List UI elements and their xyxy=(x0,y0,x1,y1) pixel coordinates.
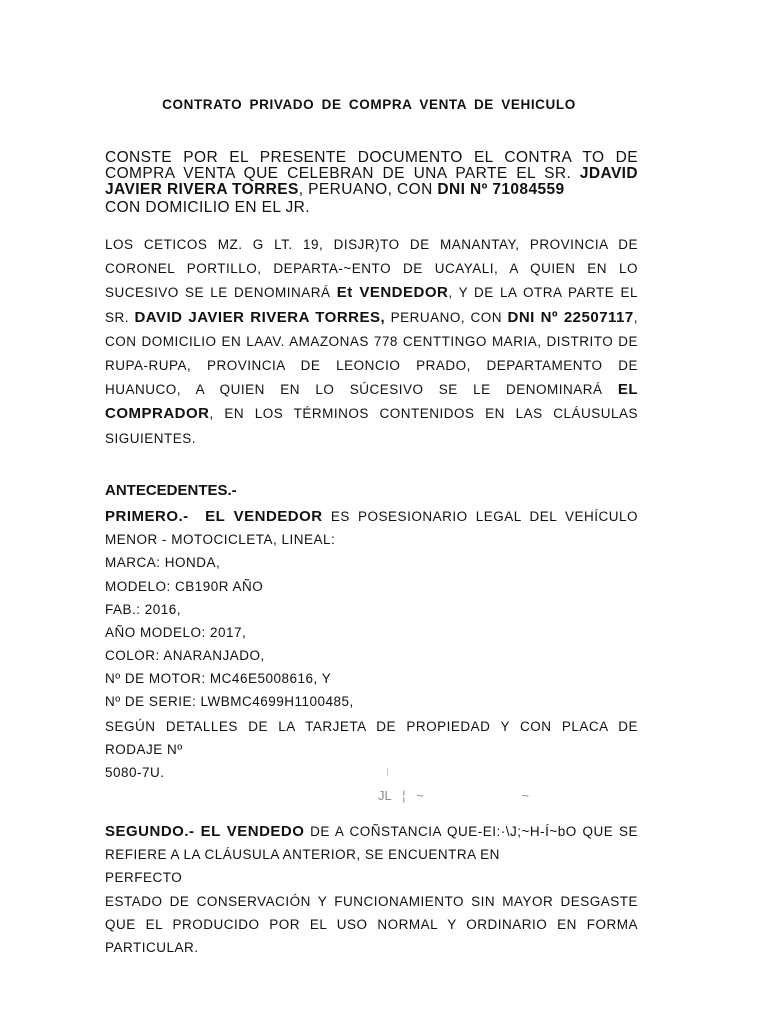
perfecto-line: PERFECTO xyxy=(105,870,183,885)
antecedentes-heading: ANTECEDENTES.- xyxy=(105,482,237,499)
vehicle-brand: MARCA: HONDA, xyxy=(105,555,221,570)
scan-artifacts: JL ¦ ~ ~ xyxy=(378,788,529,803)
intro-domicile: CON DOMICILIO EN EL JR. xyxy=(105,199,310,216)
segundo-text: DE A COÑSTANCIA QUE-EI:·\J;~H-Í~bO QUE SE REFIERE A LA CLÁUSULA ANTERIOR, SE ENCUENTRA EN xyxy=(105,824,638,862)
body-text-3: PERUANO, CON xyxy=(385,309,508,325)
license-plate: 5080-7U. xyxy=(105,765,165,780)
buyer-dni: DNI Nº 22507117 xyxy=(507,308,634,326)
seller-dni: DNI Nº 71084559 xyxy=(437,181,565,198)
vehicle-color: COLOR: ANARANJADO, xyxy=(105,648,265,663)
body-text-2: , Y DE LA OTRA PARTE EL SR. xyxy=(105,285,638,325)
body-text-4: , CON DOMICILIO EN LAAV. AMAZONAS 778 CENTTINGO MARIA, DISTRITO DE RUPA-RUPA, PROVINCIA DE LEONCIO PRADO, DEPARTAMENTO DE HUANUCO, A QUIEN EN LO SÚCESIVO SE LE DENOMINARÁ xyxy=(105,309,639,398)
primero-label: PRIMERO.- xyxy=(105,508,189,525)
vehicle-serial: Nº DE SERIE: LWBMC4699H1100485, xyxy=(105,694,354,709)
segun-paragraph: SEGÚN DETALLES DE LA TARJETA DE PROPIEDAD Y CON PLACA DE RODAJE Nº xyxy=(105,719,638,757)
scan-speck xyxy=(387,768,388,776)
intro-paragraph xyxy=(105,150,638,216)
buyer-name: DAVID JAVIER RIVERA TORRES, xyxy=(134,308,386,326)
vendedor-term: Et VENDEDOR xyxy=(336,284,449,302)
seller-name: JDAVID JAVIER RIVERA TORRES xyxy=(105,165,638,198)
segundo-clause xyxy=(105,820,638,866)
segundo-label: SEGUNDO.- EL VENDEDO xyxy=(105,823,305,840)
comprador-term: EL COMPRADOR xyxy=(105,381,638,423)
body-text-5: , EN LOS TÉRMINOS CONTENIDOS EN LAS CLÁUSULAS SIGUIENTES. xyxy=(105,406,638,446)
parties-paragraph xyxy=(105,233,638,451)
document-title: CONTRATO PRIVADO DE COMPRA VENTA DE VEHICULO xyxy=(162,97,576,112)
vehicle-motor: Nº DE MOTOR: MC46E5008616, Y xyxy=(105,671,332,686)
vehicle-fab-year: FAB.: 2016, xyxy=(105,602,182,617)
primero-clause xyxy=(105,505,638,551)
primero-text: ES POSESIONARIO LEGAL DEL VEHÍCULO MENOR - MOTOCICLETA, LINEAL: xyxy=(105,509,638,547)
body-text-1: LOS CETICOS MZ. G LT. 19, DISJR)TO DE MANANTAY, PROVINCIA DE CORONEL PORTILLO, DEPARTA-~ENTO DE UCAYALI, A QUIEN EN LO SUCESIVO SE LE DENOMINARÁ xyxy=(105,237,638,301)
intro-text-2: , PERUANO, CON xyxy=(298,181,433,198)
primero-vendedor: EL VENDEDOR xyxy=(205,508,323,525)
intro-text: CONSTE POR EL PRESENTE DOCUMENTO EL CONTRA TO DE COMPRA VENTA QUE CELEBRAN DE UNA PARTE EL SR. xyxy=(105,149,638,182)
vehicle-model-year: AÑO MODELO: 2017, xyxy=(105,625,247,640)
vehicle-model: MODELO: CB190R AÑO xyxy=(105,579,264,594)
estado-paragraph: ESTADO DE CONSERVACIÓN Y FUNCIONAMIENTO SIN MAYOR DESGASTE QUE EL PRODUCIDO POR EL USO NORMAL Y ORDINARIO EN FORMA PARTICULAR. xyxy=(105,894,638,955)
